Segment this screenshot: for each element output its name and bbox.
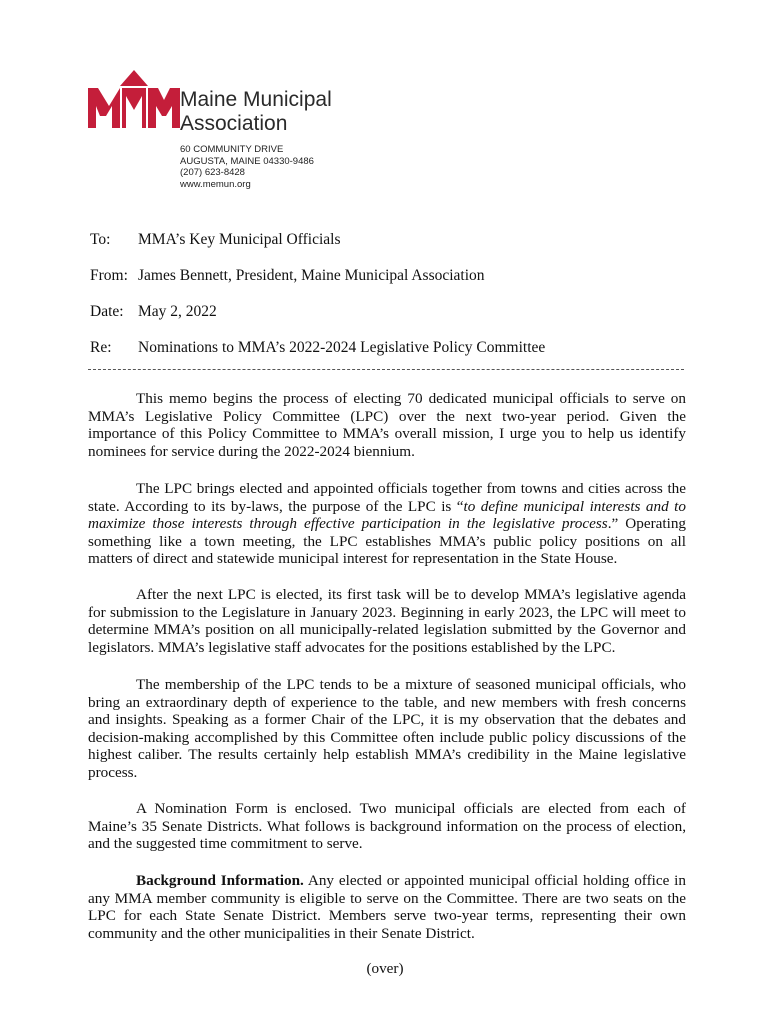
memo-from-value: James Bennett, President, Maine Municipal Association <box>138 267 485 284</box>
paragraph-line: nominees for service during the 2022-2024 biennium. <box>88 442 415 460</box>
paragraph-line: importance of this Policy Committee to MMA’s overall mission, I urge you to help us identify <box>88 425 686 443</box>
purpose-intro: state. According to its by-laws, the purpose of the LPC is “ <box>88 497 464 515</box>
paragraph-line: any MMA member community is eligible to serve on the Committee. There are two seats on the <box>88 889 686 907</box>
paragraph-line: MMA’s Legislative Policy Committee (LPC) over the next two-year period. Given the <box>88 407 686 425</box>
memo-from-row <box>90 267 485 285</box>
memo-re-row <box>90 339 546 357</box>
address-street: 60 COMMUNITY DRIVE <box>180 144 284 155</box>
paragraph-line: This memo begins the process of electing 70 dedicated municipal officials to serve on <box>136 390 686 407</box>
background-intro: Any elected or appointed municipal official holding office in <box>303 872 686 889</box>
logo-m-left <box>88 88 120 128</box>
paragraph-line: A Nomination Form is enclosed. Two municipal officials are elected from each of <box>136 800 686 817</box>
purpose-outro: .” Operating <box>607 515 687 533</box>
memo-to-value: MMA’s Key Municipal Officials <box>138 231 341 248</box>
paragraph-6 <box>88 872 686 942</box>
paragraph-line: The LPC brings elected and appointed officials together from towns and cities across the <box>136 480 686 497</box>
paragraph-line: The membership of the LPC tends to be a mixture of seasoned municipal officials, who <box>136 676 686 693</box>
organization-name <box>180 88 332 136</box>
paragraph-line: and the suggested time commitment to serve. <box>88 835 363 853</box>
memo-re-label: Re: <box>90 339 112 356</box>
header-divider <box>88 369 684 370</box>
address-phone: (207) 623-8428 <box>180 167 245 178</box>
mma-logo <box>88 70 180 128</box>
paragraph-line: and insights. Speaking as a former Chair of the LPC, it is my observation that the debates and <box>88 711 686 729</box>
paragraph-1 <box>88 390 686 460</box>
paragraph-line: LPC for each State Senate District. Members serve two-year terms, representing their own <box>88 907 686 925</box>
paragraph-line: bring an extraordinary depth of experience to the table, and new members with fresh concerns <box>88 693 686 711</box>
paragraph-line <box>88 498 686 516</box>
paragraph-line: process. <box>88 763 138 781</box>
background-heading: Background Information. <box>136 872 304 889</box>
paragraph-5 <box>88 800 686 853</box>
paragraph-line: community and the other municipalities in their Senate District. <box>88 924 475 942</box>
paragraph-line: After the next LPC is elected, its first task will be to develop MMA’s legislative agenda <box>136 586 686 603</box>
paragraph-line: determine MMA’s position on all municipally-related legislation submitted by the Governor and <box>88 621 686 639</box>
org-name-line2: Association <box>180 112 288 135</box>
memo-to-row <box>90 231 341 249</box>
page-footer-over: (over) <box>366 960 404 977</box>
memo-date-value: May 2, 2022 <box>138 303 217 320</box>
purpose-quote-part2: maximize those interests through effective participation in the legislative process <box>88 515 608 533</box>
memo-from-label: From: <box>90 267 128 284</box>
paragraph-line: decision-making accomplished by this Committee often include public policy discussions of the <box>88 728 686 746</box>
paragraph-line: something like a town meeting, the LPC establishes MMA’s public policy positions on all <box>88 532 686 550</box>
memo-date-row <box>90 303 217 321</box>
paragraph-line: matters of direct and statewide municipal interest for representation in the State House. <box>88 550 618 568</box>
logo-m-right <box>148 88 180 128</box>
address-city: AUGUSTA, MAINE 04330-9486 <box>180 155 314 167</box>
organization-address <box>180 144 314 190</box>
org-name-line1: Maine Municipal <box>180 88 332 111</box>
memo-re-value: Nominations to MMA’s 2022-2024 Legislative Policy Committee <box>138 339 546 356</box>
paragraph-3 <box>88 586 686 656</box>
paragraph-2 <box>88 480 686 568</box>
paragraph-line: highest caliber. The results certainly help establish MMA’s credibility in the Maine legislative <box>88 746 686 764</box>
purpose-quote-part1: to define municipal interests and to <box>463 497 686 515</box>
paragraph-line: legislators. MMA’s legislative staff advocates for the positions established by the LPC. <box>88 638 616 656</box>
paragraph-line <box>88 515 686 533</box>
logo-roof <box>120 70 148 86</box>
address-website: www.memun.org <box>180 178 251 190</box>
paragraph-4 <box>88 676 686 782</box>
paragraph-line <box>88 872 686 890</box>
memo-date-label: Date: <box>90 303 124 320</box>
paragraph-line: for submission to the Legislature in January 2023. Beginning in early 2023, the LPC will meet to <box>88 603 686 621</box>
memo-to-label: To: <box>90 231 111 248</box>
paragraph-line: Maine’s 35 Senate Districts. What follows is background information on the process of election, <box>88 817 686 835</box>
